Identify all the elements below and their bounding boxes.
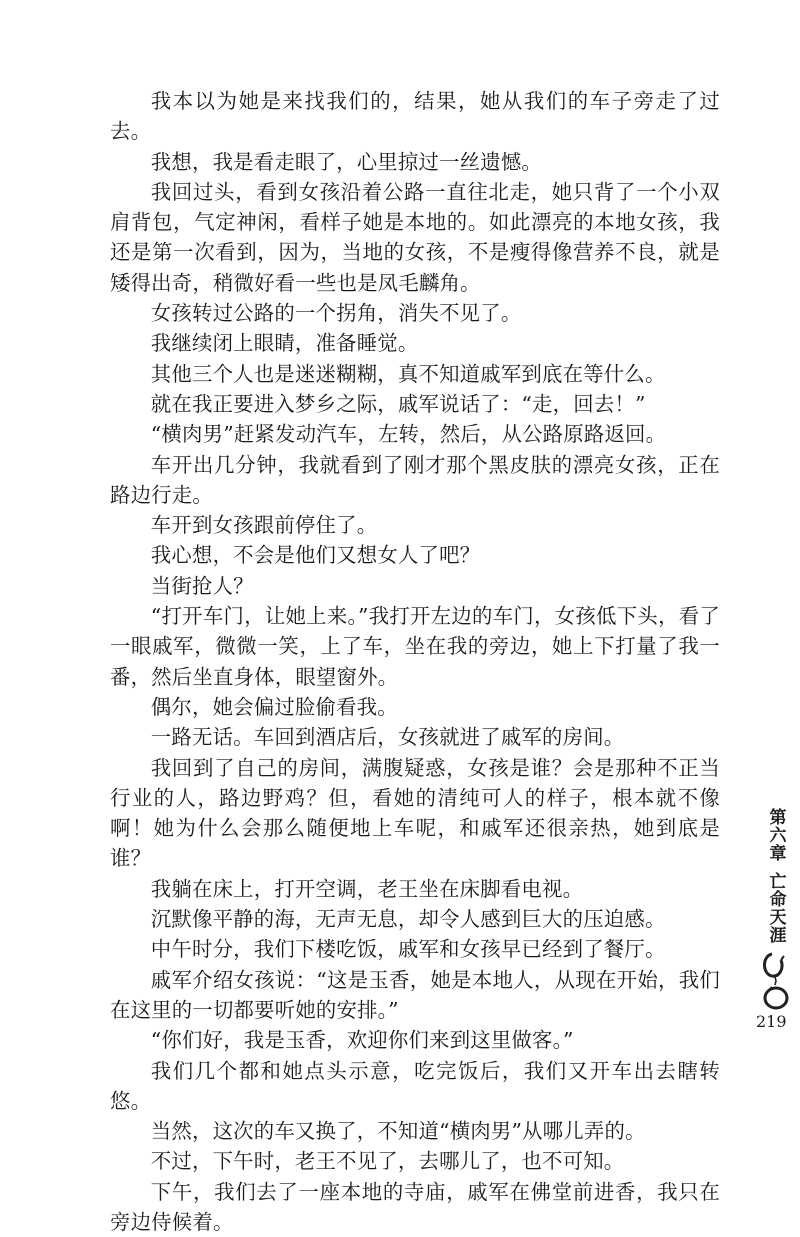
paragraph: 一路无话。车回到酒店后，女孩就进了戚军的房间。 (150, 725, 625, 750)
handcuffs-icon (759, 948, 793, 1014)
paragraph: 下午，我们去了一座本地的寺庙，戚军在佛堂前进香，我只在旁边侍候着。 (110, 1179, 720, 1234)
paragraph: 当然，这次的车又换了，不知道“横肉男”从哪儿弄的。 (150, 1119, 646, 1144)
paragraph: 我想，我是看走眼了，心里掠过一丝遗憾。 (150, 149, 543, 174)
paragraph: 其他三个人也是迷迷糊糊，真不知道戚军到底在等什么。 (150, 361, 666, 386)
paragraph: 我本以为她是来找我们的，结果，她从我们的车子旁走了过去。 (110, 89, 720, 144)
chapter-side-tab (758, 808, 794, 1014)
page-number: 219 (756, 1012, 787, 1031)
paragraph: 车开到女孩跟前停住了。 (150, 513, 378, 538)
paragraph: 我心想，不会是他们又想女人了吧？ (150, 543, 481, 568)
paragraph: 我回到了自己的房间，满腹疑惑，女孩是谁？会是那种不正当行业的人，路边野鸡？但，看她的清纯可人的样子，根本就不像啊！她为什么会那么随便地上车呢，和戚军还很亲热，她到底是谁？ (110, 755, 720, 871)
paragraph: 我们几个都和她点头示意，吃完饭后，我们又开车出去瞎转悠。 (110, 1058, 720, 1113)
paragraph: 我躺在床上，打开空调，老王坐在床脚看电视。 (150, 876, 584, 901)
paragraph: “你们好，我是玉香，欢迎你们来到这里做客。” (150, 1028, 574, 1053)
paragraph: 就在我正要进入梦乡之际，戚军说话了：“走，回去！” (150, 391, 646, 416)
paragraph: 车开出几分钟，我就看到了刚才那个黑皮肤的漂亮女孩，正在路边行走。 (110, 452, 720, 507)
paragraph: “横肉男”赶紧发动汽车，左转，然后，从公路原路返回。 (150, 422, 667, 447)
paragraph: 戚军介绍女孩说：“这是玉香，她是本地人，从现在开始，我们在这里的一切都要听她的安排。” (110, 967, 720, 1022)
paragraph: 当街抢人？ (150, 573, 254, 598)
paragraph: 不过，下午时，老王不见了，去哪儿了，也不可知。 (150, 1149, 625, 1174)
chapter-label: 第六章 (765, 808, 786, 862)
chapter-title: 亡命天涯 (765, 872, 786, 944)
body-text (110, 86, 720, 1237)
paragraph: 女孩转过公路的一个拐角，消失不见了。 (150, 301, 522, 326)
paragraph: 中午时分，我们下楼吃饭，戚军和女孩早已经到了餐厅。 (150, 937, 666, 962)
paragraph: “打开车门，让她上来。”我打开左边的车门，女孩低下头，看了一眼戚军，微微一笑，上了车，坐在我的旁边，她上下打量了我一番，然后坐直身体，眼望窗外。 (110, 604, 720, 689)
paragraph: 我回过头，看到女孩沿着公路一直往北走，她只背了一个小双肩背包，气定神闲，看样子她是本地的。如此漂亮的本地女孩，我还是第一次看到，因为，当地的女孩，不是瘦得像营养不良，就是矮得出奇，稍微好看一些也是凤毛麟角。 (110, 179, 720, 295)
paragraph: 我继续闭上眼睛，准备睡觉。 (150, 331, 419, 356)
paragraph: 偶尔，她会偏过脸偷看我。 (150, 694, 398, 719)
paragraph: 沉默像平静的海，无声无息，却令人感到巨大的压迫感。 (150, 907, 666, 932)
